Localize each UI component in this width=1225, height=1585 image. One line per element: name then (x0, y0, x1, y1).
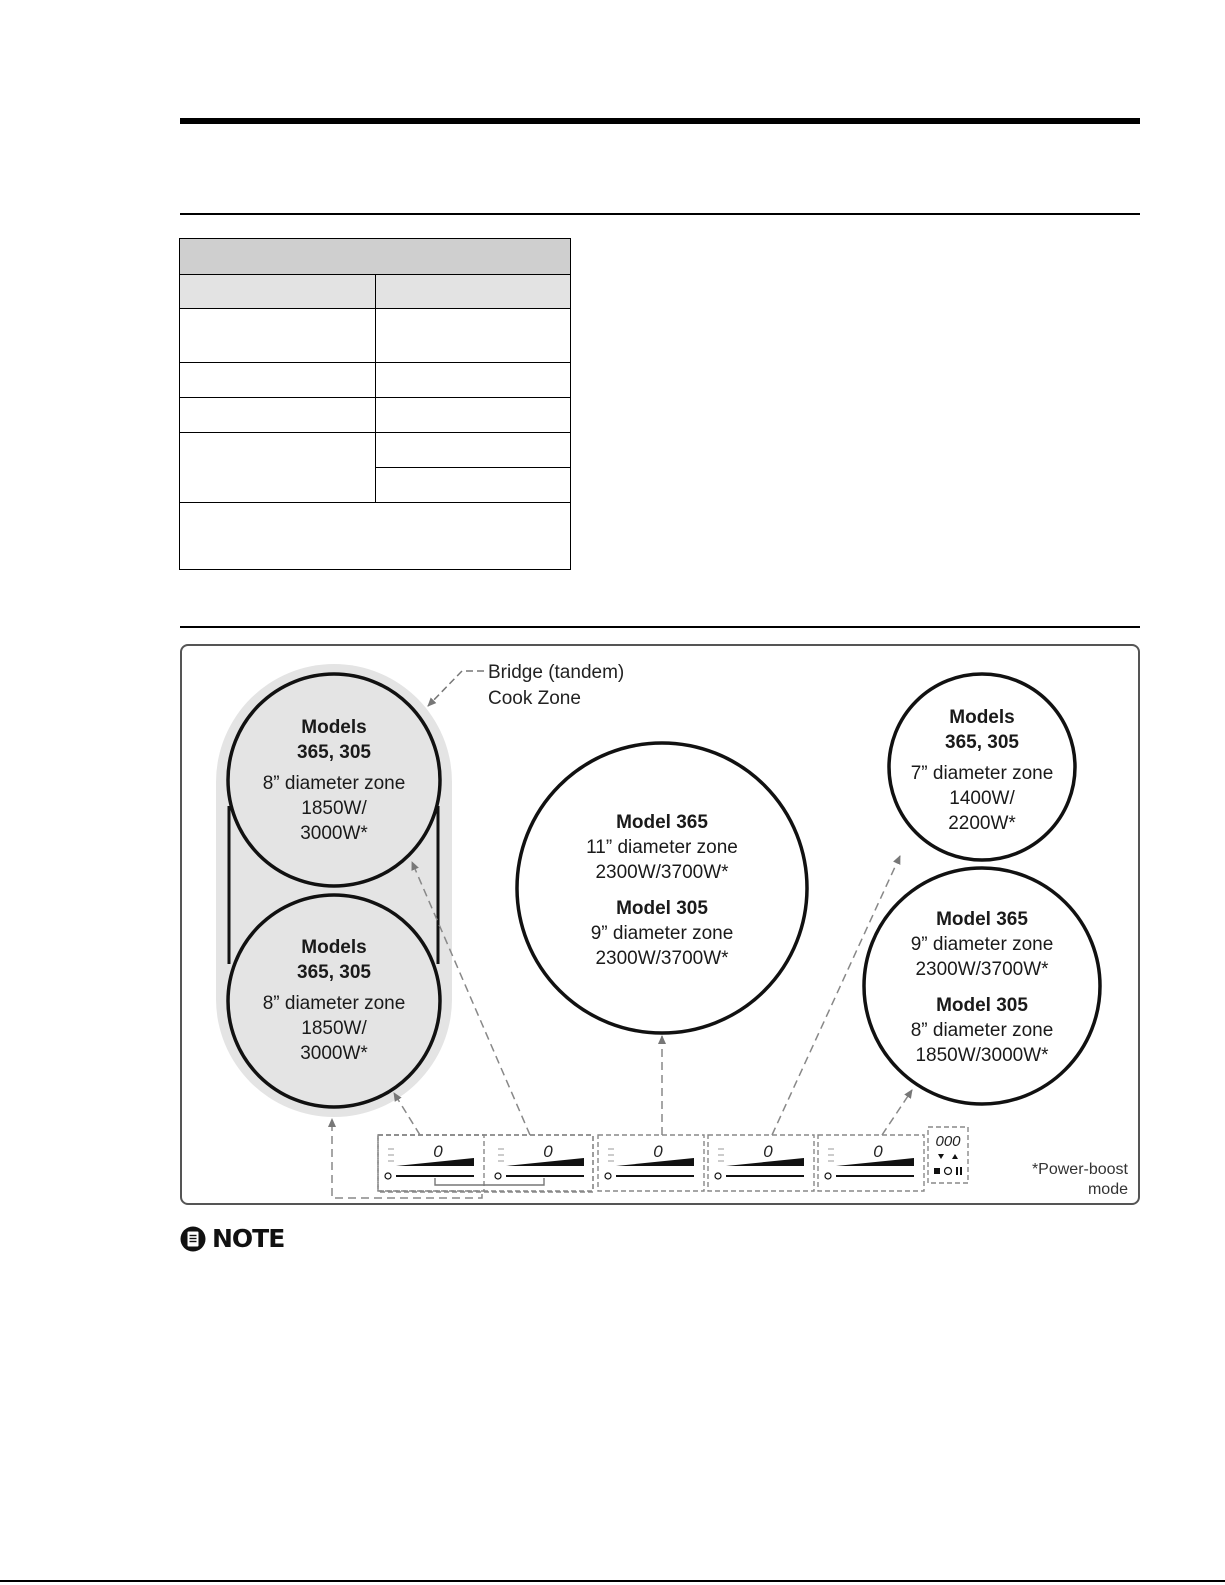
control-digit-4: 0 (763, 1142, 773, 1161)
zone-right-bottom-line-2: 2300W/3700W* (915, 959, 1049, 980)
zone-bridge-bottom-line-2: 1850W/ (301, 1018, 367, 1039)
spec-table-cell (180, 433, 376, 503)
footnote-line-2: mode (1087, 1181, 1128, 1198)
spec-table-cell (180, 363, 376, 398)
control-digit-2: 0 (543, 1142, 553, 1161)
timer-up-icon (952, 1154, 958, 1159)
control-digit-5: 0 (873, 1142, 883, 1161)
spec-table (179, 238, 571, 570)
spec-table-cell (375, 468, 571, 503)
spec-table-cell (375, 363, 571, 398)
footnote-line-1: *Power-boost (1031, 1161, 1128, 1178)
control-sliders (385, 1142, 914, 1179)
zone-center-line-2: 2300W/3700W* (595, 862, 729, 883)
control-unit-1 (385, 1142, 474, 1179)
bridge-label-line-2: Cook Zone (488, 688, 581, 709)
zone-bridge-bottom-line-1: 8” diameter zone (262, 993, 406, 1014)
page-header-rule (180, 118, 1140, 124)
zone-bridge-top-title-2: 365, 305 (297, 742, 371, 763)
spec-table-cell (180, 398, 376, 433)
arrow-to-bridge-zone (332, 1119, 482, 1198)
spec-table-colhead-1 (180, 275, 376, 309)
note-label: NOTE (212, 1224, 285, 1253)
control-unit-3 (605, 1142, 694, 1179)
zone-right-bottom-title-2: Model 305 (936, 995, 1028, 1016)
control-unit-2 (495, 1142, 584, 1179)
spec-table-cell (375, 398, 571, 433)
zone-bridge-bottom-title-2: 365, 305 (297, 962, 371, 983)
zone-bridge-top-line-3: 3000W* (300, 823, 368, 844)
zone-center-circle (517, 743, 807, 1033)
bridge-label-line-1: Bridge (tandem) (488, 662, 625, 683)
arrow-to-bridge-bottom (394, 1093, 420, 1135)
zone-right-bottom-title-1: Model 365 (936, 909, 1028, 930)
note-icon (180, 1226, 206, 1252)
spec-table-colhead-2 (375, 275, 571, 309)
control-unit-4 (715, 1142, 804, 1179)
spec-table-header (180, 239, 571, 275)
zone-center-title-2: Model 305 (616, 898, 708, 919)
note-heading (180, 1224, 284, 1253)
zone-bridge-bottom-title-1: Models (301, 937, 367, 958)
control-unit-5 (825, 1142, 914, 1179)
control-digit-3: 0 (653, 1142, 663, 1161)
cooktop-diagram (180, 644, 1140, 1205)
zone-center-line-4: 2300W/3700W* (595, 948, 729, 969)
zone-bridge-bottom-line-3: 3000W* (300, 1043, 368, 1064)
zone-right-bottom-circle (864, 868, 1100, 1104)
pause-icon-bar (960, 1167, 962, 1175)
zone-right-top-line-1: 7” diameter zone (910, 763, 1054, 784)
zone-right-top-title-2: 365, 305 (945, 732, 1019, 753)
power-icon (945, 1168, 952, 1175)
bridge-link-bracket (435, 1178, 544, 1185)
zone-right-top-line-3: 2200W* (948, 813, 1016, 834)
timer-down-icon (938, 1154, 944, 1159)
lock-icon (934, 1168, 940, 1174)
control-digit-1: 0 (433, 1142, 443, 1161)
zone-center-line-3: 9” diameter zone (590, 923, 734, 944)
zone-right-top-line-2: 1400W/ (949, 788, 1015, 809)
spec-table-cell (375, 433, 571, 468)
zone-bridge-top-title-1: Models (301, 717, 367, 738)
zone-center-line-1: 11” diameter zone (586, 837, 738, 858)
arrow-to-right-bottom (882, 1090, 912, 1135)
section-rule-2 (180, 626, 1140, 628)
spec-table-footer (180, 503, 571, 570)
spec-table-cell (180, 309, 376, 363)
timer-display: 000 (935, 1133, 961, 1150)
page-footer-rule (0, 1580, 1225, 1582)
zone-right-bottom-line-1: 9” diameter zone (910, 934, 1054, 955)
zone-bridge-top-line-1: 8” diameter zone (262, 773, 406, 794)
zone-bridge-top-line-2: 1850W/ (301, 798, 367, 819)
cooktop-diagram-svg (182, 646, 1142, 1207)
section-rule-1 (180, 213, 1140, 215)
zone-right-top-title-1: Models (949, 707, 1015, 728)
zone-right-bottom-line-3: 8” diameter zone (910, 1020, 1054, 1041)
zone-center-title-1: Model 365 (616, 812, 708, 833)
bridge-label-pointer (428, 671, 484, 706)
spec-table-cell (375, 309, 571, 363)
zone-right-bottom-line-4: 1850W/3000W* (915, 1045, 1049, 1066)
pause-icon (956, 1167, 958, 1175)
